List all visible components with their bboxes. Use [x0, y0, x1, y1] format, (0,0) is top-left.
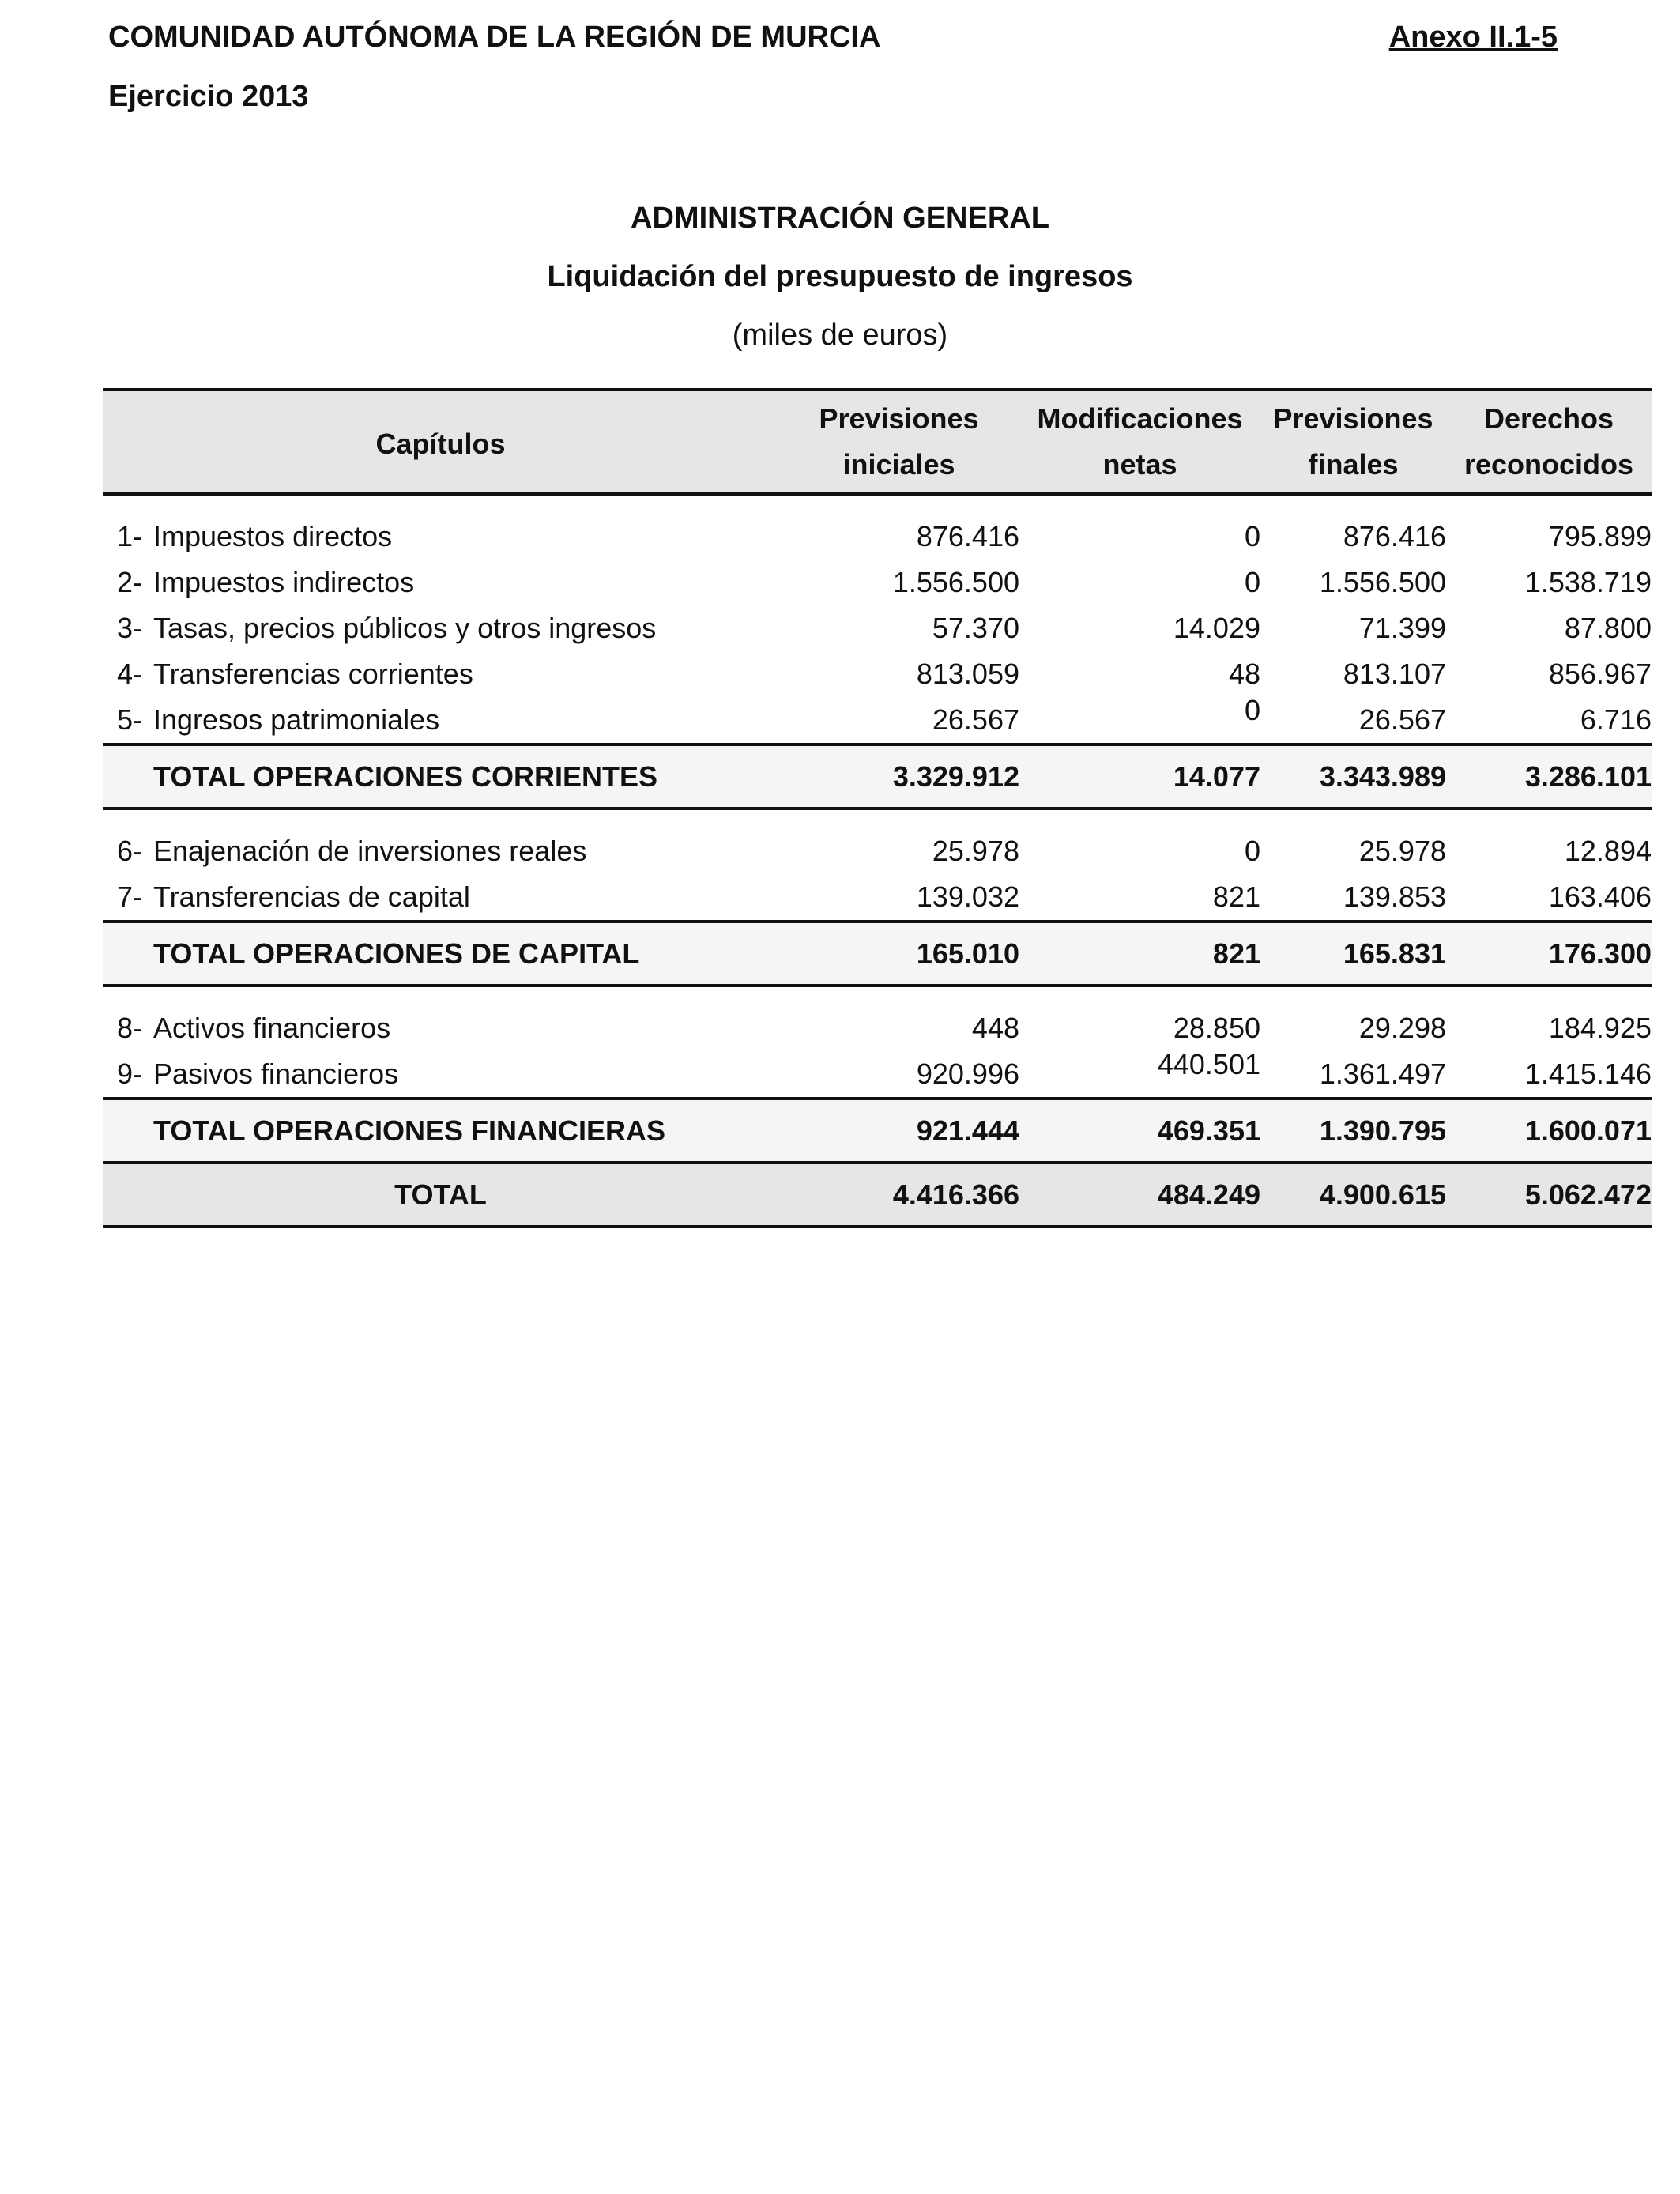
total-modificaciones: 14.077: [1019, 745, 1260, 809]
table-row: [103, 828, 1652, 874]
units-note: (miles de euros): [732, 319, 948, 352]
modificaciones-value: 0: [1244, 694, 1260, 726]
row-number: 5-: [117, 703, 143, 736]
row-number: 2-: [117, 566, 143, 598]
cell-derechos: 12.894: [1564, 835, 1652, 867]
total-modificaciones: 821: [1019, 922, 1260, 986]
header-derechos-1: Derechos: [1446, 390, 1652, 442]
cell-modificaciones: 0: [1244, 566, 1260, 598]
row-label: Pasivos financieros: [153, 1057, 399, 1090]
grand-total-modificaciones: 484.249: [1019, 1163, 1260, 1227]
grand-total-previsiones-finales: 4.900.615: [1260, 1163, 1446, 1227]
header-modificaciones-1: Modificaciones: [1019, 390, 1260, 442]
cell-previsiones-iniciales: 920.996: [916, 1057, 1019, 1090]
cell-previsiones-iniciales: 25.978: [932, 835, 1019, 867]
header-modificaciones-2: netas: [1019, 442, 1260, 494]
total-row-capital: [103, 922, 1652, 986]
report-title: Liquidación del presupuesto de ingresos: [547, 260, 1133, 293]
cell-previsiones-finales: 1.556.500: [1319, 566, 1446, 598]
annex-reference: Anexo II.1-5: [1388, 21, 1558, 54]
entity-title: ADMINISTRACIÓN GENERAL: [631, 202, 1049, 235]
total-derechos: 3.286.101: [1446, 745, 1652, 809]
cell-modificaciones: 0: [1244, 520, 1260, 552]
table-row: [103, 514, 1652, 560]
row-number: 7-: [117, 880, 143, 913]
row-label: Ingresos patrimoniales: [153, 703, 440, 736]
modificaciones-value: 440.501: [1157, 1048, 1260, 1080]
header-previsiones-finales-1: Previsiones: [1260, 390, 1446, 442]
total-modificaciones: 469.351: [1019, 1099, 1260, 1163]
table-row: [103, 651, 1652, 697]
cell-previsiones-finales: 813.107: [1343, 658, 1446, 690]
cell-previsiones-finales: 71.399: [1358, 612, 1446, 644]
cell-previsiones-finales: 876.416: [1343, 520, 1446, 552]
table-row: [103, 874, 1652, 922]
row-number: 8-: [117, 1012, 143, 1044]
cell-previsiones-finales: 139.853: [1343, 880, 1446, 913]
grand-total-label: TOTAL: [103, 1163, 778, 1227]
total-previsiones-finales: 165.831: [1260, 922, 1446, 986]
fiscal-year: Ejercicio 2013: [108, 80, 309, 113]
cell-modificaciones: 821: [1212, 880, 1260, 913]
cell-modificaciones: 48: [1228, 658, 1260, 690]
row-label: Tasas, precios públicos y otros ingresos: [153, 612, 657, 644]
row-label: Transferencias corrientes: [153, 658, 473, 690]
cell-previsiones-iniciales: 26.567: [932, 703, 1019, 736]
table-row: [103, 605, 1652, 651]
total-previsiones-finales: 3.343.989: [1260, 745, 1446, 809]
row-label: Transferencias de capital: [153, 880, 470, 913]
row-number: 9-: [117, 1057, 143, 1090]
table-header: [103, 390, 1652, 494]
total-row-corrientes: [103, 745, 1652, 809]
total-derechos: 1.600.071: [1446, 1099, 1652, 1163]
cell-previsiones-iniciales: 813.059: [916, 658, 1019, 690]
total-row-financieras: [103, 1099, 1652, 1163]
total-previsiones-finales: 1.390.795: [1260, 1099, 1446, 1163]
grand-total-row: [103, 1163, 1652, 1227]
total-label: TOTAL OPERACIONES DE CAPITAL: [103, 922, 778, 986]
total-previsiones-iniciales: 921.444: [778, 1099, 1019, 1163]
cell-previsiones-iniciales: 1.556.500: [892, 566, 1019, 598]
header-previsiones-iniciales-1: Previsiones: [778, 390, 1019, 442]
report-titles: [0, 189, 1680, 364]
cell-derechos: 1.538.719: [1524, 566, 1652, 598]
total-label: TOTAL OPERACIONES CORRIENTES: [103, 745, 778, 809]
row-label: Activos financieros: [153, 1012, 391, 1044]
table-row: [103, 697, 1652, 745]
row-number: 1-: [117, 520, 143, 552]
row-label: Impuestos directos: [153, 520, 393, 552]
table-row: [103, 1051, 1652, 1099]
cell-derechos: 795.899: [1548, 520, 1652, 552]
cell-derechos: 87.800: [1564, 612, 1652, 644]
budget-revenue-table: [103, 388, 1652, 1228]
header-derechos-2: reconocidos: [1446, 442, 1652, 494]
cell-modificaciones: 0: [1244, 835, 1260, 867]
grand-total-previsiones-iniciales: 4.416.366: [778, 1163, 1019, 1227]
cell-previsiones-iniciales: 448: [971, 1012, 1019, 1044]
row-label: Impuestos indirectos: [153, 566, 415, 598]
cell-previsiones-iniciales: 876.416: [916, 520, 1019, 552]
table-row: [103, 560, 1652, 605]
cell-previsiones-finales: 26.567: [1358, 703, 1446, 736]
cell-previsiones-iniciales: 57.370: [932, 612, 1019, 644]
cell-previsiones-finales: 29.298: [1358, 1012, 1446, 1044]
row-label: Enajenación de inversiones reales: [153, 835, 587, 867]
cell-derechos: 1.415.146: [1524, 1057, 1652, 1090]
total-derechos: 176.300: [1446, 922, 1652, 986]
cell-modificaciones: [1019, 694, 1260, 745]
total-previsiones-iniciales: 3.329.912: [778, 745, 1019, 809]
row-number: 4-: [117, 658, 143, 690]
cell-derechos: 184.925: [1548, 1012, 1652, 1044]
cell-derechos: 163.406: [1548, 880, 1652, 913]
row-number: 6-: [117, 835, 143, 867]
cell-modificaciones: 14.029: [1173, 612, 1260, 644]
header-previsiones-finales-2: finales: [1260, 442, 1446, 494]
cell-derechos: 6.716: [1580, 703, 1652, 736]
document-header: [108, 17, 880, 116]
total-label: TOTAL OPERACIONES FINANCIERAS: [103, 1099, 778, 1163]
cell-previsiones-finales: 1.361.497: [1319, 1057, 1446, 1090]
organization-name: COMUNIDAD AUTÓNOMA DE LA REGIÓN DE MURCIA: [108, 21, 881, 54]
cell-previsiones-iniciales: 139.032: [916, 880, 1019, 913]
cell-modificaciones: 28.850: [1173, 1012, 1260, 1044]
header-capitulos: Capítulos: [103, 390, 778, 494]
grand-total-derechos: 5.062.472: [1446, 1163, 1652, 1227]
cell-previsiones-finales: 25.978: [1358, 835, 1446, 867]
cell-modificaciones: [1019, 1048, 1260, 1099]
header-previsiones-iniciales-2: iniciales: [778, 442, 1019, 494]
table-row: [103, 1005, 1652, 1051]
total-previsiones-iniciales: 165.010: [778, 922, 1019, 986]
row-number: 3-: [117, 612, 143, 644]
cell-derechos: 856.967: [1548, 658, 1652, 690]
